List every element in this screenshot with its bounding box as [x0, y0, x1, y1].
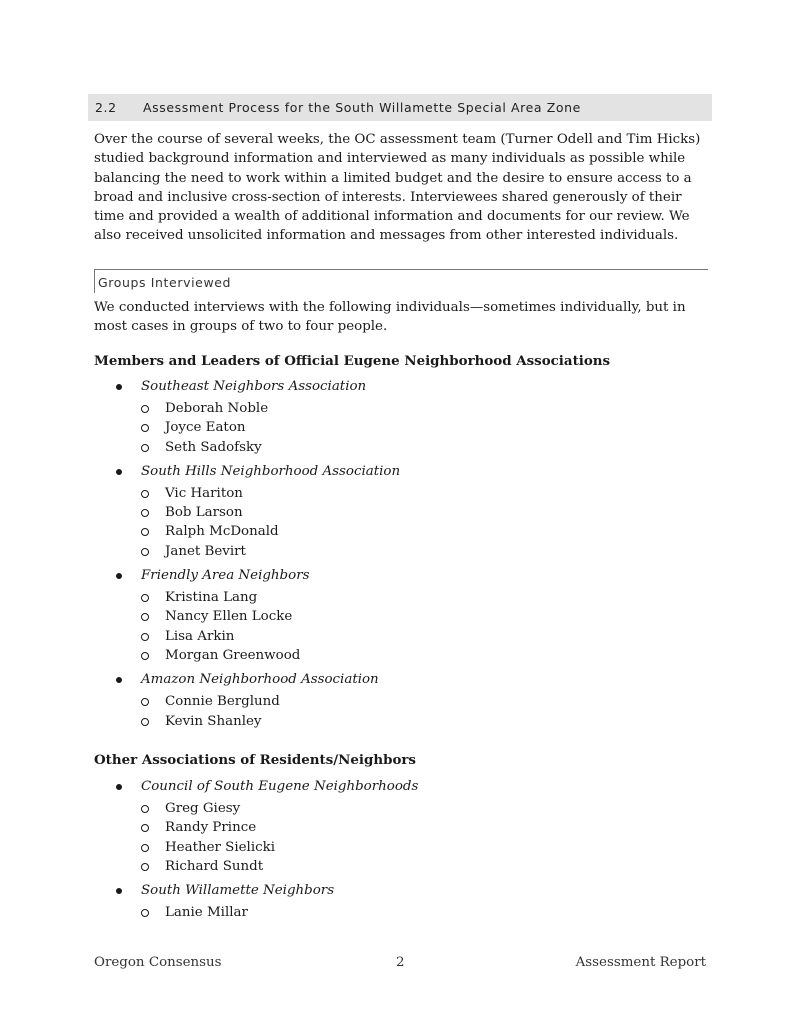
member-name: Deborah Noble — [165, 401, 269, 416]
groups-interviewed-heading: Groups Interviewed — [94, 269, 708, 293]
member-item — [94, 799, 694, 818]
circle-bullet-icon — [141, 652, 149, 660]
circle-bullet-icon — [141, 548, 149, 556]
circle-bullet-icon — [141, 424, 149, 432]
member-item — [94, 542, 694, 561]
member-item — [94, 484, 694, 503]
bullet-icon — [116, 784, 122, 790]
member-name: Heather Sielicki — [165, 839, 276, 855]
org-line — [94, 566, 694, 586]
member-name: Bob Larson — [165, 505, 243, 521]
member-name: Morgan Greenwood — [165, 647, 301, 663]
page-footer — [94, 955, 706, 975]
org-name: South Willamette Neighbors — [141, 883, 335, 899]
org-name: Southeast Neighbors Association — [141, 379, 367, 394]
member-list — [94, 399, 694, 457]
member-item — [94, 399, 694, 418]
org-line — [94, 881, 694, 901]
member-item — [94, 418, 694, 437]
circle-bullet-icon — [141, 718, 149, 726]
org-line — [94, 462, 694, 482]
circle-bullet-icon — [141, 805, 149, 813]
member-item — [94, 838, 694, 857]
bullet-icon — [116, 573, 122, 579]
member-item — [94, 646, 694, 665]
circle-bullet-icon — [141, 509, 149, 517]
circle-bullet-icon — [141, 909, 149, 917]
org-name: Amazon Neighborhood Association — [141, 672, 379, 688]
bullet-icon — [116, 888, 122, 894]
member-list — [94, 903, 694, 922]
group-title: Other Associations of Residents/Neighbors — [94, 752, 416, 768]
circle-bullet-icon — [141, 613, 149, 621]
circle-bullet-icon — [141, 863, 149, 871]
member-list — [94, 692, 694, 731]
member-name: Seth Sadofsky — [165, 439, 262, 455]
org-item — [94, 566, 694, 665]
circle-bullet-icon — [141, 698, 149, 706]
member-item — [94, 692, 694, 711]
member-name: Lisa Arkin — [165, 628, 235, 644]
member-item — [94, 627, 694, 646]
section-heading — [88, 94, 712, 121]
section-title: Assessment Process for the South Willamette Special Area Zone — [143, 100, 581, 115]
circle-bullet-icon — [141, 528, 149, 536]
group-title: Members and Leaders of Official Eugene Neighborhood Associations — [94, 353, 611, 369]
bullet-icon — [116, 677, 122, 683]
circle-bullet-icon — [141, 490, 149, 498]
member-name: Lanie Millar — [165, 905, 248, 921]
member-name: Connie Berglund — [165, 694, 280, 710]
intro-paragraph: Over the course of several weeks, the OC assessment team (Turner Odell and Tim Hicks) studied background information and interviewed as many individuals as possible while balancing the need to work within a limited budget and the desire to ensure access to a broad and inclusive cross-section of interests. Interviewees shared generously of their time and provided a wealth of additional information and documents for our review. We also received unsolicited information and messages from other interested individuals. — [94, 132, 701, 244]
bullet-icon — [116, 469, 122, 475]
member-name: Kevin Shanley — [165, 713, 262, 729]
member-name: Joyce Eaton — [165, 420, 246, 436]
circle-bullet-icon — [141, 824, 149, 832]
member-name: Kristina Lang — [165, 590, 258, 606]
org-name: Council of South Eugene Neighborhoods — [141, 779, 419, 794]
org-item — [94, 377, 694, 457]
org-line — [94, 777, 694, 797]
circle-bullet-icon — [141, 633, 149, 641]
member-name: Randy Prince — [165, 820, 257, 836]
org-line — [94, 670, 694, 690]
member-list — [94, 799, 694, 876]
member-name: Ralph McDonald — [165, 524, 279, 540]
org-list — [94, 377, 694, 736]
member-item — [94, 857, 694, 876]
member-item — [94, 522, 694, 541]
circle-bullet-icon — [141, 844, 149, 852]
org-name: South Hills Neighborhood Association — [141, 463, 401, 479]
member-list — [94, 588, 694, 665]
member-item — [94, 712, 694, 731]
circle-bullet-icon — [141, 594, 149, 602]
org-item — [94, 881, 694, 922]
member-item — [94, 503, 694, 522]
member-list — [94, 484, 694, 561]
member-item — [94, 438, 694, 457]
footer-report-title: Assessment Report — [575, 955, 706, 970]
member-item — [94, 588, 694, 607]
member-item — [94, 818, 694, 837]
footer-page-number: 2 — [396, 955, 405, 970]
member-name: Vic Hariton — [165, 485, 243, 501]
groups-intro-paragraph: We conducted interviews with the following individuals—sometimes individually, but in most cases in groups of two to four people. — [94, 300, 686, 335]
footer-organization: Oregon Consensus — [94, 955, 222, 970]
org-line — [94, 377, 694, 397]
circle-bullet-icon — [141, 444, 149, 452]
member-name: Greg Giesy — [165, 801, 241, 816]
org-list — [94, 777, 694, 927]
org-item — [94, 777, 694, 876]
member-name: Nancy Ellen Locke — [165, 609, 293, 625]
member-name: Janet Bevirt — [165, 543, 246, 559]
section-number: 2.2 — [95, 100, 117, 115]
member-item — [94, 607, 694, 626]
org-name: Friendly Area Neighbors — [141, 568, 310, 584]
member-name: Richard Sundt — [165, 858, 264, 874]
org-item — [94, 670, 694, 731]
member-item — [94, 903, 694, 922]
org-item — [94, 462, 694, 561]
bullet-icon — [116, 384, 122, 390]
circle-bullet-icon — [141, 405, 149, 413]
